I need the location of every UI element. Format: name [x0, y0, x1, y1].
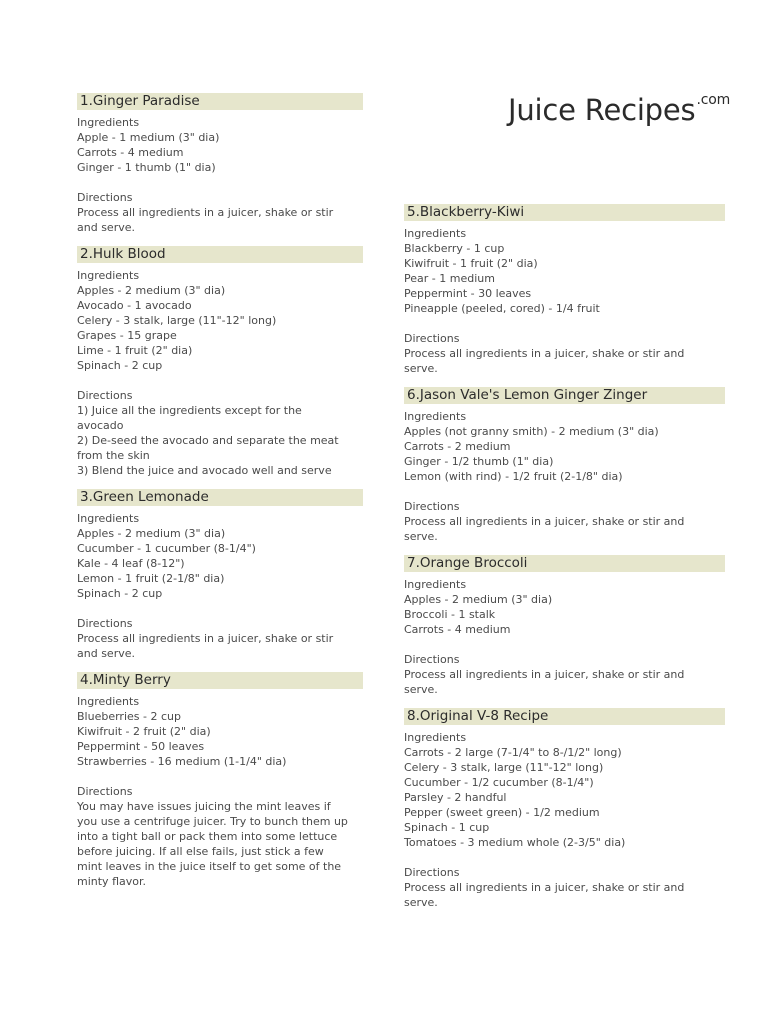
ingredient-item: Apple - 1 medium (3" dia): [77, 131, 220, 144]
ingredient-item: Cucumber - 1/2 cucumber (8-1/4"): [404, 776, 594, 789]
directions-line: and serve.: [77, 647, 135, 660]
directions-line: before juicing. If all else fails, just stick a few: [77, 845, 324, 858]
recipe-green-lemonade: [77, 489, 363, 661]
ingredients-label: Ingredients: [404, 410, 467, 423]
directions-label: Directions: [404, 653, 460, 666]
directions-line: serve.: [404, 896, 438, 909]
directions-line: into a tight ball or pack them into some lettuce: [77, 830, 338, 843]
ingredient-item: Spinach - 2 cup: [77, 587, 163, 600]
directions-line: minty flavor.: [77, 875, 146, 888]
section-spacer: [77, 769, 363, 784]
directions-line: Process all ingredients in a juicer, shake or stir and: [404, 881, 685, 894]
directions-line: 2) De-seed the avocado and separate the meat: [77, 434, 339, 447]
directions-line: mint leaves in the juice itself to get some of the: [77, 860, 342, 873]
ingredient-item: Ginger - 1 thumb (1" dia): [77, 161, 216, 174]
directions-line: serve.: [404, 362, 438, 375]
recipe-title: 2.Hulk Blood: [77, 246, 363, 263]
ingredient-item: Peppermint - 50 leaves: [77, 740, 205, 753]
ingredients-label: Ingredients: [404, 578, 467, 591]
directions-label: Directions: [77, 617, 133, 630]
ingredients-label: Ingredients: [404, 731, 467, 744]
directions-line: from the skin: [77, 449, 150, 462]
ingredient-item: Avocado - 1 avocado: [77, 299, 192, 312]
recipe-title: 8.Original V-8 Recipe: [404, 708, 725, 725]
section-spacer: [77, 175, 363, 190]
ingredients-label: Ingredients: [77, 116, 140, 129]
directions-label: Directions: [404, 500, 460, 513]
ingredient-item: Blackberry - 1 cup: [404, 242, 505, 255]
ingredient-item: Kale - 4 leaf (8-12"): [77, 557, 185, 570]
ingredient-item: Spinach - 2 cup: [77, 359, 163, 372]
ingredient-item: Broccoli - 1 stalk: [404, 608, 496, 621]
recipe-title: 5.Blackberry-Kiwi: [404, 204, 725, 221]
directions-line: Process all ingredients in a juicer, shake or stir: [77, 206, 334, 219]
ingredient-item: Pepper (sweet green) - 1/2 medium: [404, 806, 600, 819]
ingredient-item: Kiwifruit - 2 fruit (2" dia): [77, 725, 211, 738]
ingredient-item: Pear - 1 medium: [404, 272, 495, 285]
site-title-suffix: .com: [696, 92, 731, 108]
ingredient-item: Celery - 3 stalk, large (11"-12" long): [77, 314, 277, 327]
ingredient-item: Tomatoes - 3 medium whole (2-3/5" dia): [404, 836, 626, 849]
recipe-title: 3.Green Lemonade: [77, 489, 363, 506]
section-spacer: [404, 637, 725, 652]
recipe-hulk-blood: [77, 246, 363, 478]
ingredient-item: Carrots - 2 large (7-1/4" to 8-/1/2" long): [404, 746, 622, 759]
ingredient-item: Parsley - 2 handful: [404, 791, 507, 804]
ingredient-item: Blueberries - 2 cup: [77, 710, 181, 723]
ingredients-label: Ingredients: [77, 512, 140, 525]
ingredient-item: Apples - 2 medium (3" dia): [77, 527, 226, 540]
ingredient-item: Kiwifruit - 1 fruit (2" dia): [404, 257, 538, 270]
directions-label: Directions: [77, 785, 133, 798]
ingredient-item: Carrots - 4 medium: [77, 146, 184, 159]
directions-line: and serve.: [77, 221, 135, 234]
recipe-original-v-8-recipe: [404, 708, 725, 910]
directions-line: Process all ingredients in a juicer, shake or stir and: [404, 347, 685, 360]
section-spacer: [404, 484, 725, 499]
ingredient-item: Spinach - 1 cup: [404, 821, 490, 834]
recipe-title: 4.Minty Berry: [77, 672, 363, 689]
directions-line: you use a centrifuge juicer. Try to bunch them up: [77, 815, 348, 828]
recipe-minty-berry: [77, 672, 363, 889]
site-title: [508, 92, 730, 127]
ingredient-item: Peppermint - 30 leaves: [404, 287, 532, 300]
directions-line: 3) Blend the juice and avocado well and serve: [77, 464, 332, 477]
directions-line: Process all ingredients in a juicer, shake or stir and: [404, 515, 685, 528]
directions-line: Process all ingredients in a juicer, shake or stir: [77, 632, 334, 645]
ingredient-item: Strawberries - 16 medium (1-1/4" dia): [77, 755, 287, 768]
directions-label: Directions: [77, 191, 133, 204]
directions-line: 1) Juice all the ingredients except for the: [77, 404, 302, 417]
recipe-title: 7.Orange Broccoli: [404, 555, 725, 572]
recipe-title: 6.Jason Vale's Lemon Ginger Zinger: [404, 387, 725, 404]
recipe-blackberry-kiwi: [404, 204, 725, 376]
section-spacer: [77, 373, 363, 388]
ingredient-item: Apples (not granny smith) - 2 medium (3" dia): [404, 425, 659, 438]
directions-label: Directions: [77, 389, 133, 402]
ingredient-item: Carrots - 4 medium: [404, 623, 511, 636]
directions-line: avocado: [77, 419, 124, 432]
ingredients-label: Ingredients: [404, 227, 467, 240]
site-title-text: Juice Recipes: [508, 93, 696, 127]
ingredient-item: Apples - 2 medium (3" dia): [404, 593, 553, 606]
section-spacer: [404, 850, 725, 865]
recipe-title: 1.Ginger Paradise: [77, 93, 363, 110]
ingredient-item: Grapes - 15 grape: [77, 329, 177, 342]
ingredient-item: Ginger - 1/2 thumb (1" dia): [404, 455, 554, 468]
ingredients-label: Ingredients: [77, 269, 140, 282]
ingredient-item: Carrots - 2 medium: [404, 440, 511, 453]
left-column: [77, 93, 363, 900]
ingredient-item: Celery - 3 stalk, large (11"-12" long): [404, 761, 604, 774]
ingredient-item: Pineapple (peeled, cored) - 1/4 fruit: [404, 302, 600, 315]
section-spacer: [404, 316, 725, 331]
directions-line: Process all ingredients in a juicer, shake or stir and: [404, 668, 685, 681]
recipe-jason-vale-s-lemon-ginger-zinger: [404, 387, 725, 544]
section-spacer: [77, 601, 363, 616]
directions-label: Directions: [404, 866, 460, 879]
directions-line: serve.: [404, 530, 438, 543]
directions-label: Directions: [404, 332, 460, 345]
ingredient-item: Apples - 2 medium (3" dia): [77, 284, 226, 297]
ingredients-label: Ingredients: [77, 695, 140, 708]
directions-line: serve.: [404, 683, 438, 696]
recipe-orange-broccoli: [404, 555, 725, 697]
ingredient-item: Lemon - 1 fruit (2-1/8" dia): [77, 572, 225, 585]
ingredient-item: Lime - 1 fruit (2" dia): [77, 344, 193, 357]
right-column: [404, 204, 725, 921]
recipe-ginger-paradise: [77, 93, 363, 235]
ingredient-item: Lemon (with rind) - 1/2 fruit (2-1/8" dia): [404, 470, 623, 483]
ingredient-item: Cucumber - 1 cucumber (8-1/4"): [77, 542, 256, 555]
directions-line: You may have issues juicing the mint leaves if: [77, 800, 331, 813]
